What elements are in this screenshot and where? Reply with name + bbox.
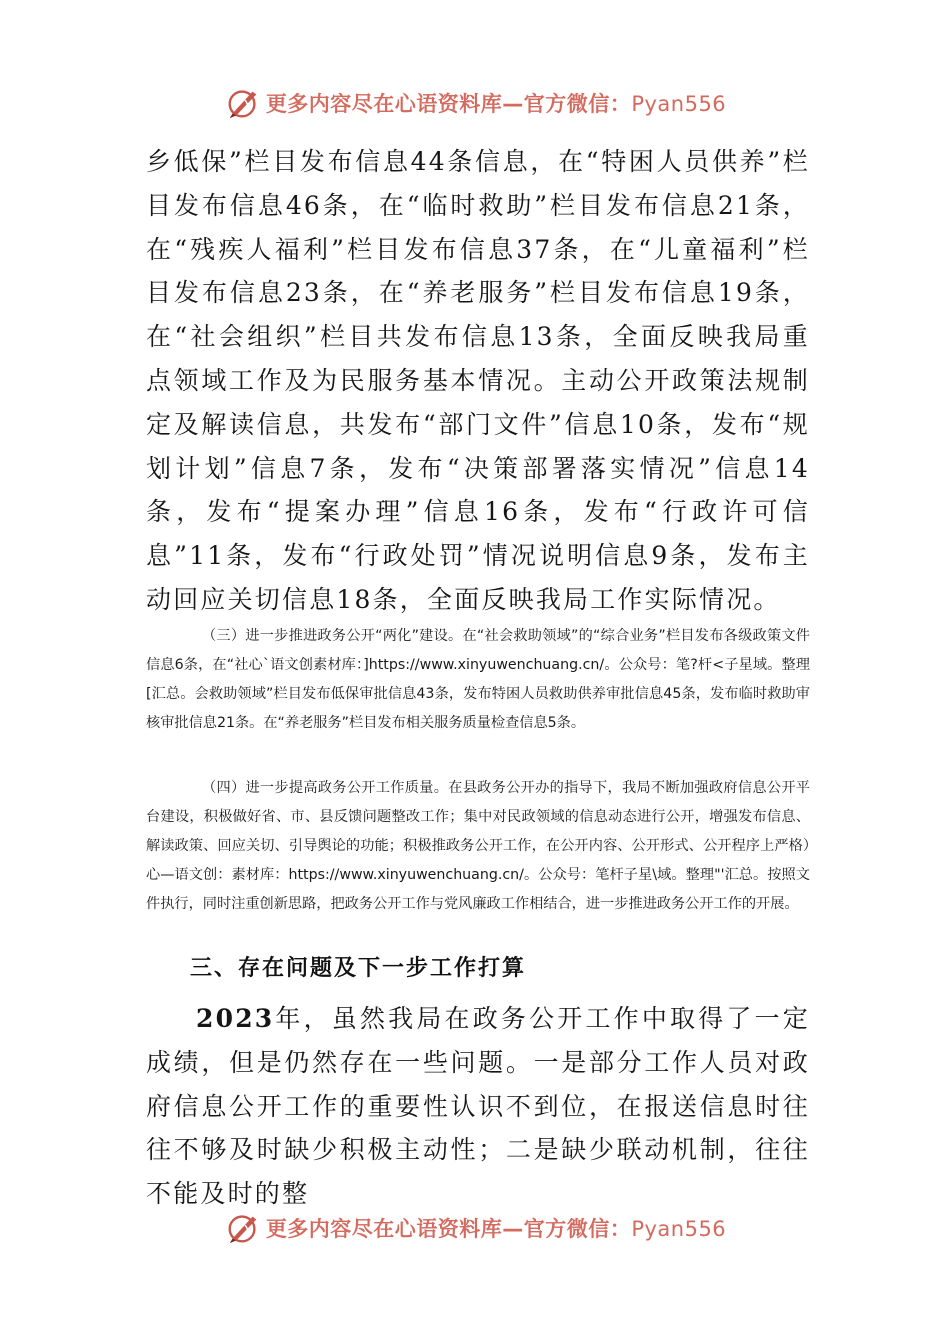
section-heading: 三、存在问题及下一步工作打算 xyxy=(190,956,527,981)
banner-text xyxy=(266,88,726,118)
paragraph-5-text: 年，虽然我局在政务公开工作中取得了一定成绩，但是仍然存在一些问题。一是部分工作人员对政府信息公开工作的重要性认识不到位，在报送信息时往往不够及时缺少积极主动性；二是缺少联动机制，往往不能及时的整 xyxy=(146,1004,810,1209)
banner-text xyxy=(266,1213,726,1243)
pen-logo-icon xyxy=(224,1209,262,1247)
pen-logo-icon xyxy=(224,84,262,122)
year-text: 2023 xyxy=(196,1004,275,1033)
body-paragraph-3: （三）进一步推进政务公开“两化”建设。在“社会救助领域”的“综合业务”栏目发布各级政策文件信息6条，在“社心`语文创素材库：]https://www.xinyuwenchuang.cn/。公众号：笔?杆<子星域。整理[汇总。会救助领域”栏目发布低保审批信息43条，发布特困人员救助供养审批信息45条，发布临时救助审核审批信息21条。在“养老服务”栏目发布相关服务质量检查信息5条。 xyxy=(146,628,810,731)
banner-wechat-id: Pyan556 xyxy=(631,1217,727,1241)
banner-wechat-id: Pyan556 xyxy=(631,92,727,116)
body-paragraph-4: （四）进一步提高政务公开工作质量。在县政务公开办的指导下，我局不断加强政府信息公开平台建设，积极做好省、市、县反馈问题整改工作；集中对民政领域的信息动态进行公开，增强发布信息、解读政策、回应关切、引导舆论的功能；积极推政务公开工作，在公开内容、公开形式、公开程序上严格）心—语文创：素材库：https://www.xinyuwenchuang.cn/。公众号：笔杆子星\域。整理"'汇总。按照文件执行，同时注重创新思路，把政务公开工作与党风廉政工作相结合，进一步推进政务公开工作的开展。 xyxy=(146,780,810,912)
footer-banner xyxy=(0,1203,950,1253)
body-paragraph-5 xyxy=(146,997,810,1216)
banner-label: 更多内容尽在心语资料库—官方微信： xyxy=(265,1217,632,1241)
banner-label: 更多内容尽在心语资料库—官方微信： xyxy=(265,92,632,116)
paragraph-text xyxy=(146,997,810,1216)
body-paragraph-1 xyxy=(146,140,810,622)
header-banner xyxy=(0,78,950,128)
paragraph-text: 乡低保”栏目发布信息44条信息，在“特困人员供养”栏目发布信息46条，在“临时救助”栏目发布信息21条，在“残疾人福利”栏目发布信息37条，在“儿童福利”栏目发布信息23条，在“养老服务”栏目发布信息19条，在“社会组织”栏目共发布信息13条，全面反映我局重点领域工作及为民服务基本情况。主动公开政策法规制定及解读信息，共发布“部门文件”信息10条，发布“规划计划”信息7条，发布“决策部署落实情况”信息14条，发布“提案办理”信息16条，发布“行政许可信息”11条，发布“行政处罚”情况说明信息9条，发布主动回应关切信息18条，全面反映我局工作实际情况。 xyxy=(146,147,810,614)
